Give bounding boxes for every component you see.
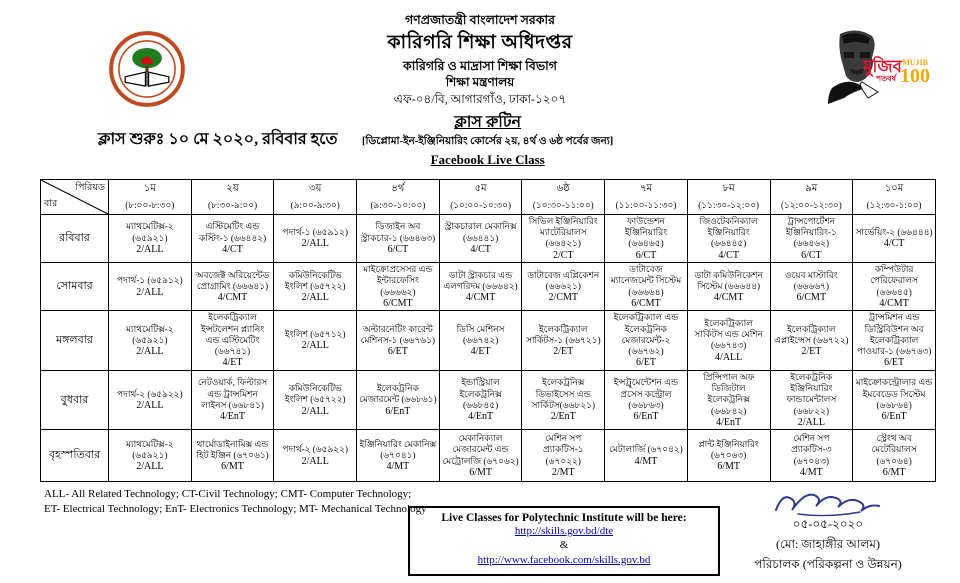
period-header-6: ৬ষ্ঠ (১০:৩০-১১:০০) <box>522 179 605 214</box>
legend-line-1: ALL- All Related Technology; CT-Civil Technology; CMT- Computer Technology; <box>44 488 412 501</box>
class-cell: ইন্ডাস্ট্রিয়াল ইলেকট্রনিক্স (৬৬৮৪৫) 4/EnT <box>439 370 522 430</box>
day-cell: বৃহস্পতিবার <box>41 430 109 482</box>
mujib-logo-text-sub: শতবর্ষ <box>876 74 896 83</box>
day-row-1 <box>41 214 936 262</box>
live-classes-title: Live Classes for Polytechnic Institute will be here: <box>441 512 687 524</box>
class-cell: সিভিল ইঞ্জিনিয়ারিং ম্যাটেরিয়ালস (৬৬৪২১) 2/CT <box>522 214 605 262</box>
facebook-live-class-heading: Facebook Live Class <box>430 151 545 167</box>
live-classes-box <box>408 506 720 576</box>
period-header-4: ৪র্থ (৯:৩০-১০:০০) <box>357 179 440 214</box>
corner-label-period: পিরিয়ড <box>75 182 105 193</box>
corner-label-day: বার <box>44 198 58 209</box>
class-cell: ইলেকট্রিক্যাল সার্কিটস-১ (৬৬৭২১) 2/ET <box>522 311 605 371</box>
class-cell: ইলেকট্রিক্যাল এপ্লাইন্সেস (৬৬৭২২) 2/ET <box>770 311 853 371</box>
class-cell: পদার্থ-১ (৬৫৯১২) 2/ALL <box>274 214 357 262</box>
class-cell: ট্রান্সপোর্টেশন ইঞ্জিনিয়ারিং-১ (৬৬৪৬২) 6/CT <box>770 214 853 262</box>
class-cell: থার্মোডাইনামিক্স এন্ড হিট ইঞ্জিন (৬৭০৬১) 6/MT <box>191 430 274 482</box>
day-row-2 <box>41 263 936 311</box>
class-cell: কমিউনিকেটিভ ইংলিশ (৬৫৭২২) 2/ALL <box>274 263 357 311</box>
class-cell: নেটওয়ার্ক, ফিল্টারস এন্ড ট্রান্সমিশন লাইনস (৬৬৮৪১) 4/EnT <box>191 370 274 430</box>
class-cell: ডিসি মেশিনস (৬৬৭৪২) 4/ET <box>439 311 522 371</box>
legend-line-2: ET- Electrical Technology; EnT- Electronics Technology; MT- Mechanical Technology <box>44 503 427 516</box>
class-cell: ইলেকট্রিক্যাল ইন্সটলেশন প্ল্যানিং এন্ড এস্টিমেটিং (৬৬৭৪১) 4/ET <box>191 311 274 371</box>
class-cell: ইলেকট্রনিক মেজারমেন্ট (৬৬৮৬১) 6/EnT <box>357 370 440 430</box>
period-header-1: ১ম (৮:০০-৮:৩০) <box>109 179 192 214</box>
course-subtitle: [ডিপ্লোমা-ইন-ইঞ্জিনিয়ারিং কোর্সের ২য়, ৪র্থ ও ৬ষ্ঠ পর্বের জন্য] <box>362 135 614 147</box>
class-cell: এস্টিমেটিং এন্ড কস্টিং-১ (৬৬৪৪২) 4/CT <box>191 214 274 262</box>
day-row-5 <box>41 430 936 482</box>
class-cell: পদার্থ-১ (৬৫৯১২) 2/ALL <box>109 263 192 311</box>
class-cell: অল্টারনেটিং কারেন্ট মেশিনস-১ (৬৬৭৬১) 6/ET <box>357 311 440 371</box>
class-cell: মেশিন সপ প্র্যাকটিস-১ (৬৭০২২) 2/MT <box>522 430 605 482</box>
class-cell: মেশিন সপ প্র্যাকটিস-৩ (৬৭০৪৩) 4/MT <box>770 430 853 482</box>
signature-block <box>718 486 938 576</box>
class-cell: স্ট্রাকচারাল মেকানিক্স (৬৬৪৪১) 4/CT <box>439 214 522 262</box>
class-cell: মাইক্রোকন্ট্রোলার এন্ড ইমবেডেড সিস্টেম (৬৬৮৬৪) 6/EnT <box>853 370 936 430</box>
dte-logo-icon <box>108 30 186 108</box>
period-header-5: ৫ম (১০:০০-১০:৩০) <box>439 179 522 214</box>
class-cell: ইলেকট্রনিক্স ডিভাইসেস এন্ড সার্কিটস(৬৬৮২১) 2/EnT <box>522 370 605 430</box>
class-cell: পদার্থ-২ (৬৫৯২২) 2/ALL <box>109 370 192 430</box>
class-cell: ইঞ্জিনিয়ারিং মেকানিক্স (৬৭০৪১) 4/MT <box>357 430 440 482</box>
period-header-row <box>41 179 936 214</box>
class-cell: সার্ভেয়িং-২ (৬৬৪৪৪) 4/CT <box>853 214 936 262</box>
ampersand-text: & <box>559 539 569 552</box>
class-cell: ডাটা কমিউনিকেশন সিস্টেম (৬৬৬৪৪) 4/CMT <box>687 263 770 311</box>
class-cell: ইলেকট্রিক্যাল সার্কিটস এন্ড মেশিন (৬৬৭৪৩) 4/ALL <box>687 311 770 371</box>
mujib-100-logo <box>822 28 930 108</box>
class-cell: ডিজাইন অব স্ট্রাকচার-১ (৬৬৪৬৩) 6/CT <box>357 214 440 262</box>
dte-logo <box>108 30 186 108</box>
class-cell: ম্যাথমেটিক্স-২ (৬৫৯২১) 2/ALL <box>109 430 192 482</box>
mujib-logo-text-en: MUJIB <box>902 58 928 67</box>
class-cell: ডাটা স্ট্রাকচার এন্ড এলগরিদম (৬৬৬৪২) 4/CMT <box>439 263 522 311</box>
mujib-logo-text-100: 100 <box>900 65 930 87</box>
period-header-2: ২য় (৮:৩০-৯:০০) <box>191 179 274 214</box>
day-cell: বুধবার <box>41 370 109 430</box>
class-cell: ইন্সট্রুমেন্টেশন এন্ড প্রসেস কন্ট্রোল (৬৬৮৬৩) 6/EnT <box>605 370 688 430</box>
class-cell: মেকানিক্যাল মেজারমেন্ট এন্ড মেট্রোলজি (৬৭০৬২) 6/MT <box>439 430 522 482</box>
period-header-10: ১০ম (১২:৩০-১:০০) <box>853 179 936 214</box>
class-cell: অবজেক্ট অরিয়েন্টেড প্রোগ্রামিং (৬৬৬৪১) 4/CMT <box>191 263 274 311</box>
class-cell: জিওটেকনিক্যাল ইঞ্জিনিয়ারিং (৬৬৪৪৫) 4/CT <box>687 214 770 262</box>
day-row-4 <box>41 370 936 430</box>
class-cell: ট্রান্সমিশন এন্ড ডিস্ট্রিবিউশন অব ইলেকট্রিক্যাল পাওয়ার-১ (৬৬৭৬৩) 6/ET <box>853 311 936 371</box>
class-cell: ইলেকট্রিক্যাল এন্ড ইলেকট্রনিক মেজারমেন্ট-২ (৬৬৭৬২) 6/ET <box>605 311 688 371</box>
page-title: ক্লাস রুটিন <box>454 113 522 131</box>
class-cell: মাইক্রোপ্রসেসর এন্ড ইন্টারফেসিং (৬৬৬৬২) 6/CMT <box>357 263 440 311</box>
corner-cell <box>41 179 109 214</box>
day-cell: মঙ্গলবার <box>41 311 109 371</box>
period-header-9: ৯ম (১২:০০-১২:৩০) <box>770 179 853 214</box>
skills-dte-link[interactable]: http://skills.gov.bd/dte <box>514 525 614 537</box>
class-cell: কমিউনিকেটিভ ইংলিশ (৬৫৭২২) 2/ALL <box>274 370 357 430</box>
class-cell: ম্যাথমেটিক্স-২ (৬৫৯২১) 2/ALL <box>109 214 192 262</box>
facebook-skills-link[interactable]: http://www.facebook.com/skills.gov.bd <box>477 553 651 566</box>
directorate-name: কারিগরি শিক্ষা অধিদপ্তর <box>387 31 573 53</box>
signatory-name: (মো: জাহাঙ্গীর আলম) <box>776 537 880 551</box>
period-header-8: ৮ম (১১:৩০-১২:০০) <box>687 179 770 214</box>
day-cell: সোমবার <box>41 263 109 311</box>
signature-date: ০৫-০৫-২০২০ <box>792 517 864 531</box>
class-cell: ইংলিশ (৬৫৭১২) 2/ALL <box>274 311 357 371</box>
class-cell: ডাটাবেজ এপ্লিকেশন (৬৬৬২১) 2/CMT <box>522 263 605 311</box>
day-cell: রবিবার <box>41 214 109 262</box>
title-zone <box>0 109 960 175</box>
signature-icon <box>768 486 888 520</box>
period-header-3: ৩য় (৯:০০-৯:৩০) <box>274 179 357 214</box>
class-start-note: ক্লাস শুরুঃ ১০ মে ২০২০, রবিবার হতে <box>98 130 338 148</box>
govt-line: গণপ্রজাতন্ত্রী বাংলাদেশ সরকার <box>404 13 556 27</box>
division-line: কারিগরি ও মাদ্রাসা শিক্ষা বিভাগ <box>403 58 557 73</box>
class-cell: ফাউন্ডেশন ইঞ্জিনিয়ারিং (৬৬৪৬৫) 6/CT <box>605 214 688 262</box>
class-cell: স্ট্রেংথ অব মেটেরিয়ালস (৬৭০৬৪) 6/MT <box>853 430 936 482</box>
address-line: এফ-০৪/বি, আগারগাঁও, ঢাকা-১২০৭ <box>393 91 567 106</box>
class-cell: মেটালার্জি (৬৭০৪২) 4/MT <box>605 430 688 482</box>
class-cell: পদার্থ-২ (৬৫৯২২) 2/ALL <box>274 430 357 482</box>
class-cell: ওয়েব মাস্টারিং (৬৬৬৬৭) 6/CMT <box>770 263 853 311</box>
class-cell: ম্যাথমেটিক্স-২ (৬৫৯২১) 2/ALL <box>109 311 192 371</box>
mujib-logo-text-bn: মুজিব <box>863 57 902 76</box>
signatory-designation: পরিচালক (পরিকল্পনা ও উন্নয়ন) <box>754 557 902 571</box>
class-cell: কম্পিউটার পেরিফেরালস (৬৬৬৪৫) 4/CMT <box>853 263 936 311</box>
class-cell: ডাটাবেজ ম্যানেজমেন্ট সিস্টেম (৬৬৬৬৪) 6/CMT <box>605 263 688 311</box>
class-cell: ইলেকট্রনিক ইঞ্জিনিয়ারিং ফান্ডামেন্টালস (৬৬৮২২) 2/ALL <box>770 370 853 430</box>
ministry-line: শিক্ষা মন্ত্রণালয় <box>445 75 515 90</box>
class-routine-table <box>40 179 936 483</box>
day-row-3 <box>41 311 936 371</box>
class-cell: প্লান্ট ইঞ্জিনিয়ারিং (৬৭০৬৩) 6/MT <box>687 430 770 482</box>
period-header-7: ৭ম (১১:০০-১১:৩০) <box>605 179 688 214</box>
class-cell: প্রিন্সিপাল অফ ডিজিটাল ইলেকট্রনিক্স (৬৬৮৪২) 4/EnT <box>687 370 770 430</box>
